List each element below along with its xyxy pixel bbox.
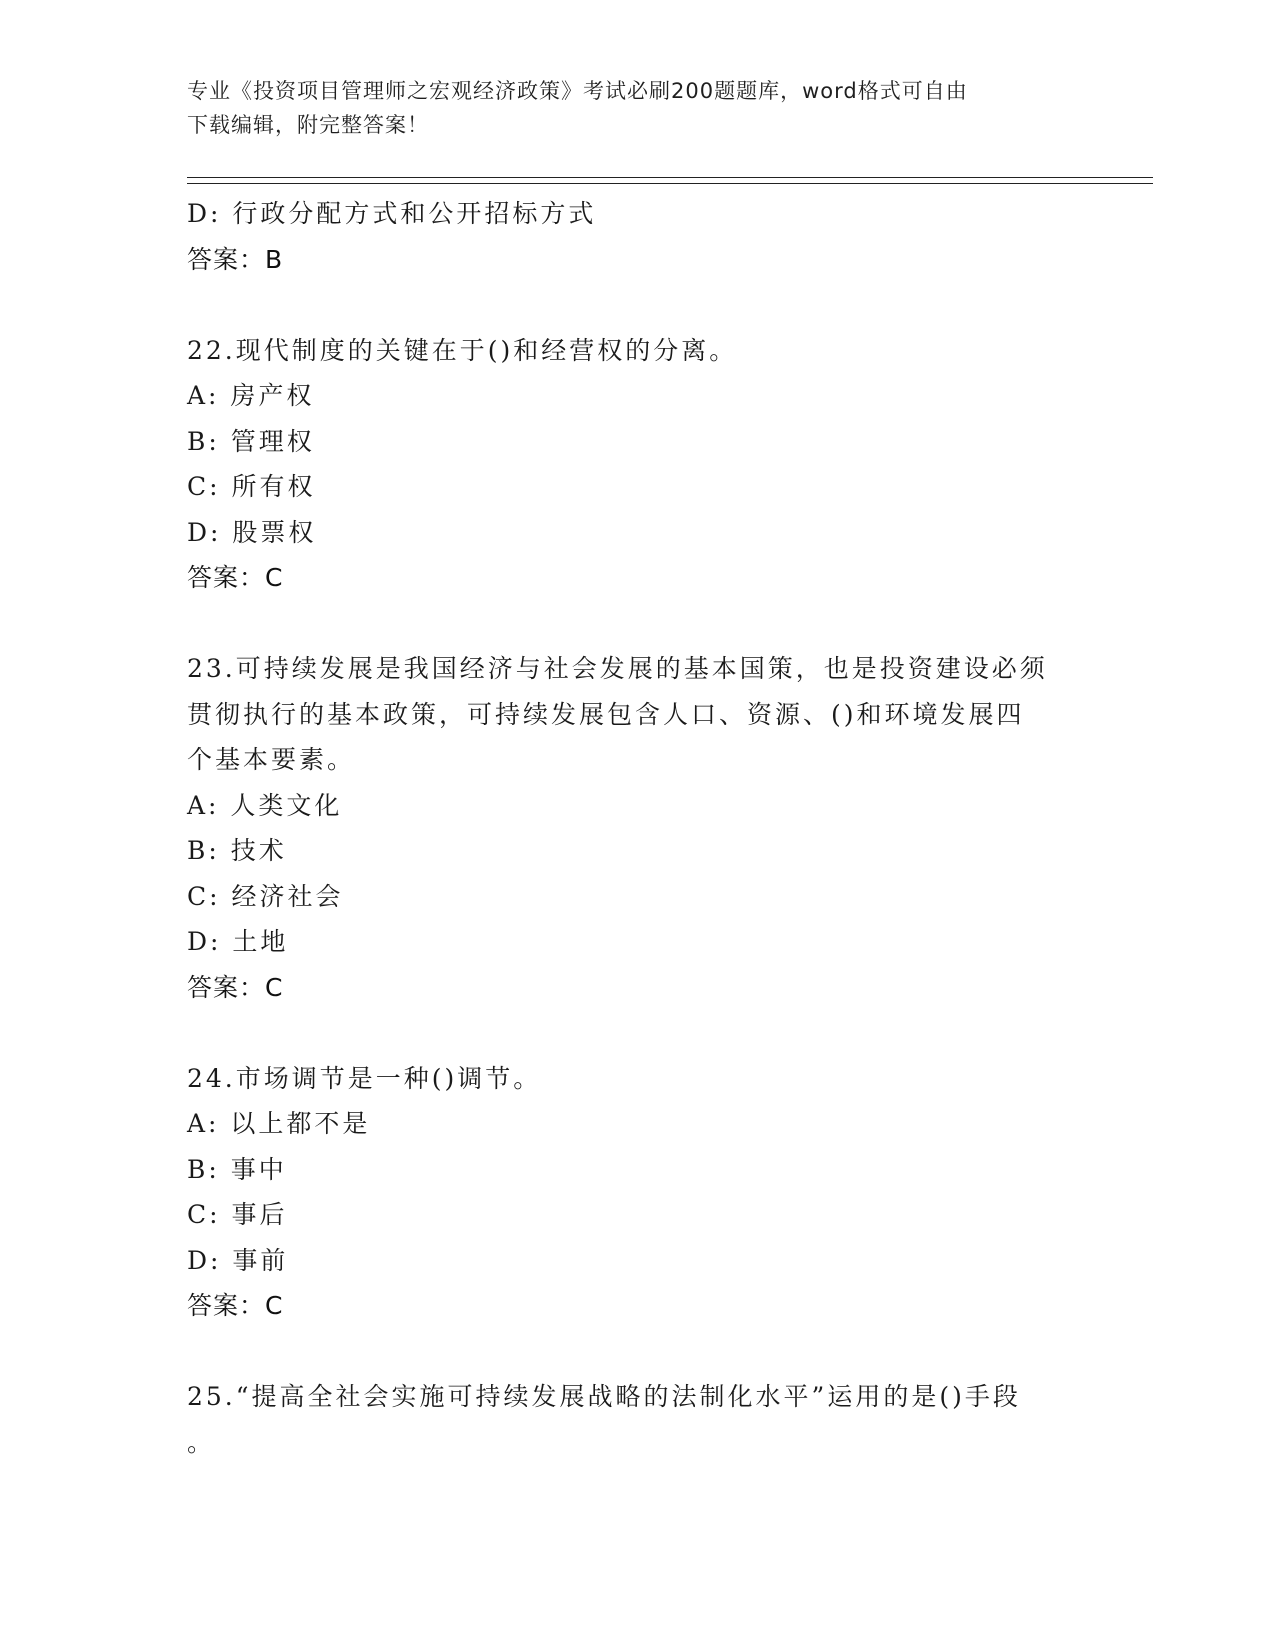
question-list xyxy=(187,191,1087,1465)
question-24 xyxy=(187,1056,1087,1329)
option-b: B: 事中 xyxy=(187,1154,287,1184)
answer: 答案：C xyxy=(187,1291,284,1320)
option-c: C: 事后 xyxy=(187,1200,288,1229)
question-stem-line-1: 23.可持续发展是我国经济与社会发展的基本国策，也是投资建设必须 xyxy=(187,654,1048,683)
option-a: A: 人类文化 xyxy=(187,790,343,820)
question-stem: 24.市场调节是一种()调节。 xyxy=(187,1063,542,1093)
question-stem-line-2: 贯彻执行的基本政策，可持续发展包含人口、资源、()和环境发展四 xyxy=(187,699,1025,729)
option-d: D: 股票权 xyxy=(187,517,317,547)
spacer xyxy=(187,282,1087,328)
option-d: D: 事前 xyxy=(187,1245,289,1275)
header-divider-bottom xyxy=(187,183,1153,184)
question-23 xyxy=(187,646,1087,1010)
document-header xyxy=(187,74,1067,142)
question-25 xyxy=(187,1374,1087,1465)
option-d: D: 行政分配方式和公开招标方式 xyxy=(187,199,597,228)
answer: 答案：C xyxy=(187,972,284,1002)
spacer xyxy=(187,1329,1087,1375)
option-a: A: 以上都不是 xyxy=(187,1109,371,1138)
option-b: B: 管理权 xyxy=(187,426,315,456)
header-line-2: 下载编辑，附完整答案！ xyxy=(187,113,429,137)
question-stem-line-3: 个基本要素。 xyxy=(187,745,356,774)
question-stem-line-2: 。 xyxy=(187,1427,216,1457)
option-b: B: 技术 xyxy=(187,836,287,865)
answer: 答案：B xyxy=(187,244,284,274)
option-a: A: 房产权 xyxy=(187,381,315,410)
option-c: C: 经济社会 xyxy=(187,881,344,911)
header-line-1: 专业《投资项目管理师之宏观经济政策》考试必刷200题题库，word格式可自由 xyxy=(187,79,968,103)
question-stem: 22.现代制度的关键在于()和经营权的分离。 xyxy=(187,335,738,365)
option-d: D: 土地 xyxy=(187,927,289,956)
spacer xyxy=(187,601,1087,647)
question-22 xyxy=(187,328,1087,601)
spacer xyxy=(187,1010,1087,1056)
question-stem-line-1: 25.“提高全社会实施可持续发展战略的法制化水平”运用的是()手段 xyxy=(187,1382,1021,1411)
option-c: C: 所有权 xyxy=(187,472,316,501)
answer: 答案：C xyxy=(187,563,284,592)
header-divider-top xyxy=(187,177,1153,178)
